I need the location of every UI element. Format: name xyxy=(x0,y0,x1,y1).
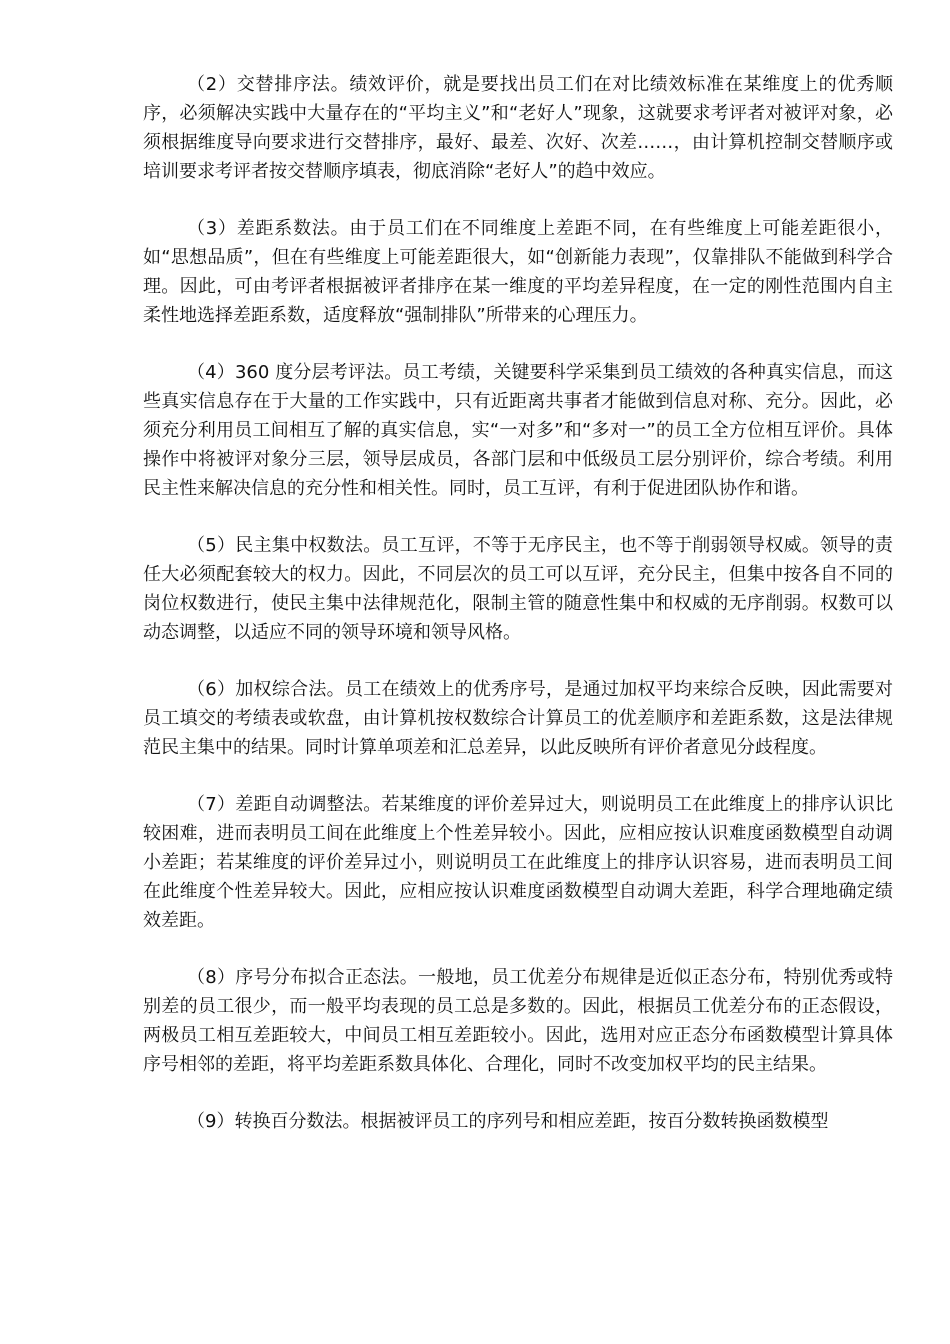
paragraph-gap-auto-adjustment: （7）差距自动调整法。若某维度的评价差异过大，则说明员工在此维度上的排序认识比较困难，进而表明员工间在此维度上个性差异较小。因此，应相应按认识难度函数模型自动调小差距；若某维度的评价差异过小，则说明员工在此维度上的排序认识容易，进而表明员工间在此维度个性差异较大。因此，应相应按认识难度函数模型自动调大差距，科学合理地确定绩效差距。 xyxy=(143,794,893,931)
paragraph-alternating-ranking: （2）交替排序法。绩效评价，就是要找出员工们在对比绩效标准在某维度上的优秀顺序，必须解决实践中大量存在的“平均主义”和“老好人”现象，这就要求考评者对被评对象，必须根据维度导向要求进行交替排序，最好、最差、次好、次差……，由计算机控制交替顺序或培训要求考评者按交替顺序填表，彻底消除“老好人”的趋中效应。 xyxy=(143,74,893,182)
paragraph-360-layered-evaluation: （4）360 度分层考评法。员工考绩，关键要科学采集到员工绩效的各种真实信息，而这些真实信息存在于大量的工作实践中，只有近距离共事者才能做到信息对称、充分。因此，必须充分利用员工间相互了解的真实信息，实“一对多”和“多对一”的员工全方位相互评价。具体操作中将被评对象分三层，领导层成员，各部门层和中低级员工层分别评价，综合考绩。利用民主性来解决信息的充分性和相关性。同时，员工互评，有利于促进团队协作和谐。 xyxy=(143,362,893,499)
document-page xyxy=(143,70,893,1164)
paragraph-percentage-conversion: （9）转换百分数法。根据被评员工的序列号和相应差距，按百分数转换函数模型 xyxy=(187,1111,829,1132)
paragraph-normal-distribution-fit: （8）序号分布拟合正态法。一般地，员工优差分布规律是近似正态分布，特别优秀或特别差的员工很少，而一般平均表现的员工总是多数的。因此，根据员工优差分布的正态假设，两极员工相互差距较大，中间员工相互差距较小。因此，选用对应正态分布函数模型计算具体序号相邻的差距，将平均差距系数具体化、合理化，同时不改变加权平均的民主结果。 xyxy=(143,967,893,1075)
paragraph-democratic-centralized-weights: （5）民主集中权数法。员工互评，不等于无序民主，也不等于削弱领导权威。领导的责任大必须配套较大的权力。因此，不同层次的员工可以互评，充分民主，但集中按各自不同的岗位权数进行，使民主集中法律规范化，限制主管的随意性集中和权威的无序削弱。权数可以动态调整，以适应不同的领导环境和领导风格。 xyxy=(143,535,893,643)
paragraph-gap-coefficient: （3）差距系数法。由于员工们在不同维度上差距不同，在有些维度上可能差距很小，如“思想品质”，但在有些维度上可能差距很大，如“创新能力表现”，仅靠排队不能做到科学合理。因此，可由考评者根据被评者排序在某一维度的平均差异程度，在一定的刚性范围内自主柔性地选择差距系数，适度释放“强制排队”所带来的心理压力。 xyxy=(143,218,893,326)
paragraph-weighted-synthesis: （6）加权综合法。员工在绩效上的优秀序号，是通过加权平均来综合反映，因此需要对员工填交的考绩表或软盘，由计算机按权数综合计算员工的优差顺序和差距系数，这是法律规范民主集中的结果。同时计算单项差和汇总差异，以此反映所有评价者意见分歧程度。 xyxy=(143,679,893,758)
